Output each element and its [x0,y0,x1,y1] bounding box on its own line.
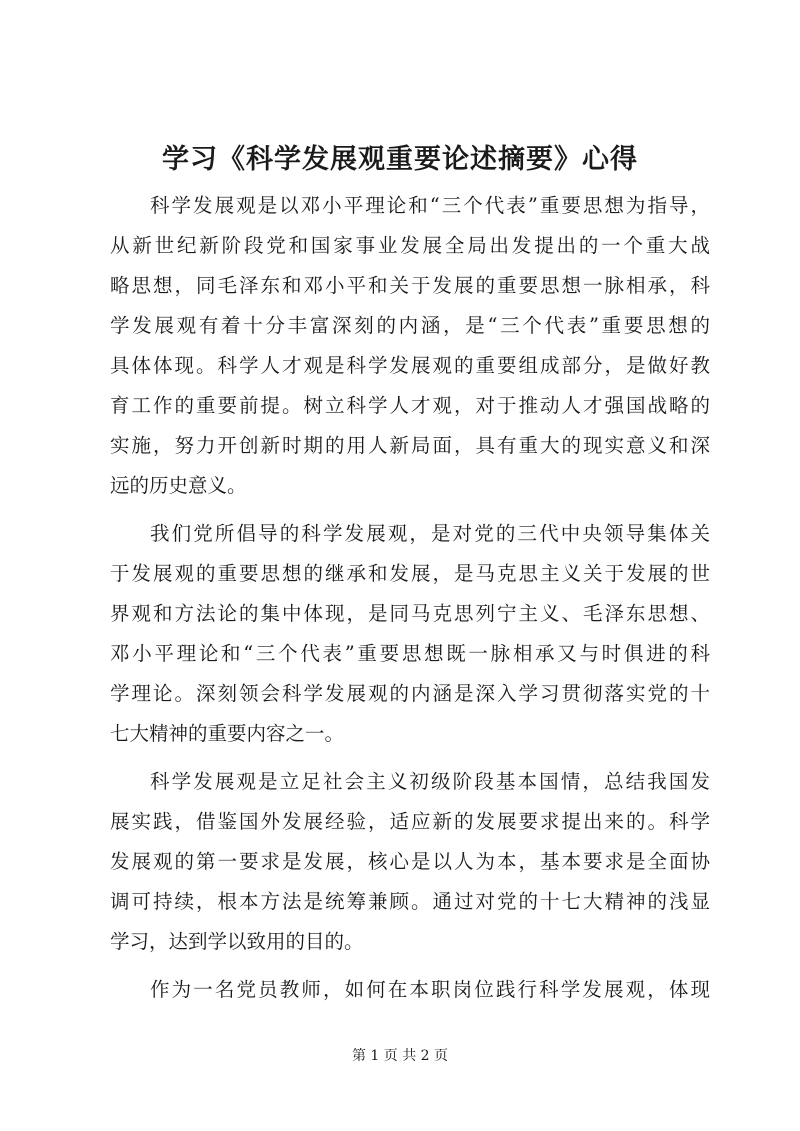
paragraph-line: 界观和方法论的集中体现，是同马克思列宁主义、毛泽东思想、 [110,602,710,625]
paragraph-line: 育工作的重要前提。树立科学人才观，对于推动人才强国战略的 [110,394,710,417]
paragraph-line: 科学发展观是立足社会主义初级阶段基本国情，总结我国发 [150,770,710,793]
paragraph-line: 具体体现。科学人才观是科学发展观的重要组成部分，是做好教 [110,354,710,377]
page-footer: 第 1 页 共 2 页 [351,1048,449,1064]
document-title: 学习《科学发展观重要论述摘要》心得 [162,144,638,175]
paragraph-4 [110,970,710,1010]
paragraph-line: 学习，达到学以致用的目的。 [110,930,364,953]
paragraph-1 [110,186,710,506]
paragraph-line: 远的历史意义。 [110,474,247,497]
paragraph-line: 展实践，借鉴国外发展经验，适应新的发展要求提出来的。科学 [110,810,710,833]
paragraph-line: 调可持续，根本方法是统筹兼顾。通过对党的十七大精神的浅显 [110,890,710,913]
paragraph-line: 发展观的第一要求是发展，核心是以人为本，基本要求是全面协 [110,850,710,873]
paragraph-line: 略思想，同毛泽东和邓小平和关于发展的重要思想一脉相承，科 [110,274,710,297]
paragraph-3 [110,762,710,962]
paragraph-line: 于发展观的重要思想的继承和发展，是马克思主义关于发展的世 [110,562,710,585]
paragraph-2 [110,514,710,754]
paragraph-line: 邓小平理论和“三个代表”重要思想既一脉相承又与时俱进的科 [110,642,710,665]
paragraph-line: 作为一名党员教师，如何在本职岗位践行科学发展观，体现 [150,978,710,1001]
paragraph-line: 科学发展观是以邓小平理论和“三个代表”重要思想为指导， [150,194,710,217]
paragraph-line: 我们党所倡导的科学发展观，是对党的三代中央领导集体关 [150,522,710,545]
paragraph-line: 七大精神的重要内容之一。 [110,722,345,745]
paragraph-line: 学理论。深刻领会科学发展观的内涵是深入学习贯彻落实党的十 [110,682,710,705]
paragraph-line: 学发展观有着十分丰富深刻的内涵，是“三个代表”重要思想的 [110,314,710,337]
document-body [110,186,710,1010]
paragraph-line: 从新世纪新阶段党和国家事业发展全局出发提出的一个重大战 [110,234,710,257]
paragraph-line: 实施，努力开创新时期的用人新局面，具有重大的现实意义和深 [110,434,710,457]
